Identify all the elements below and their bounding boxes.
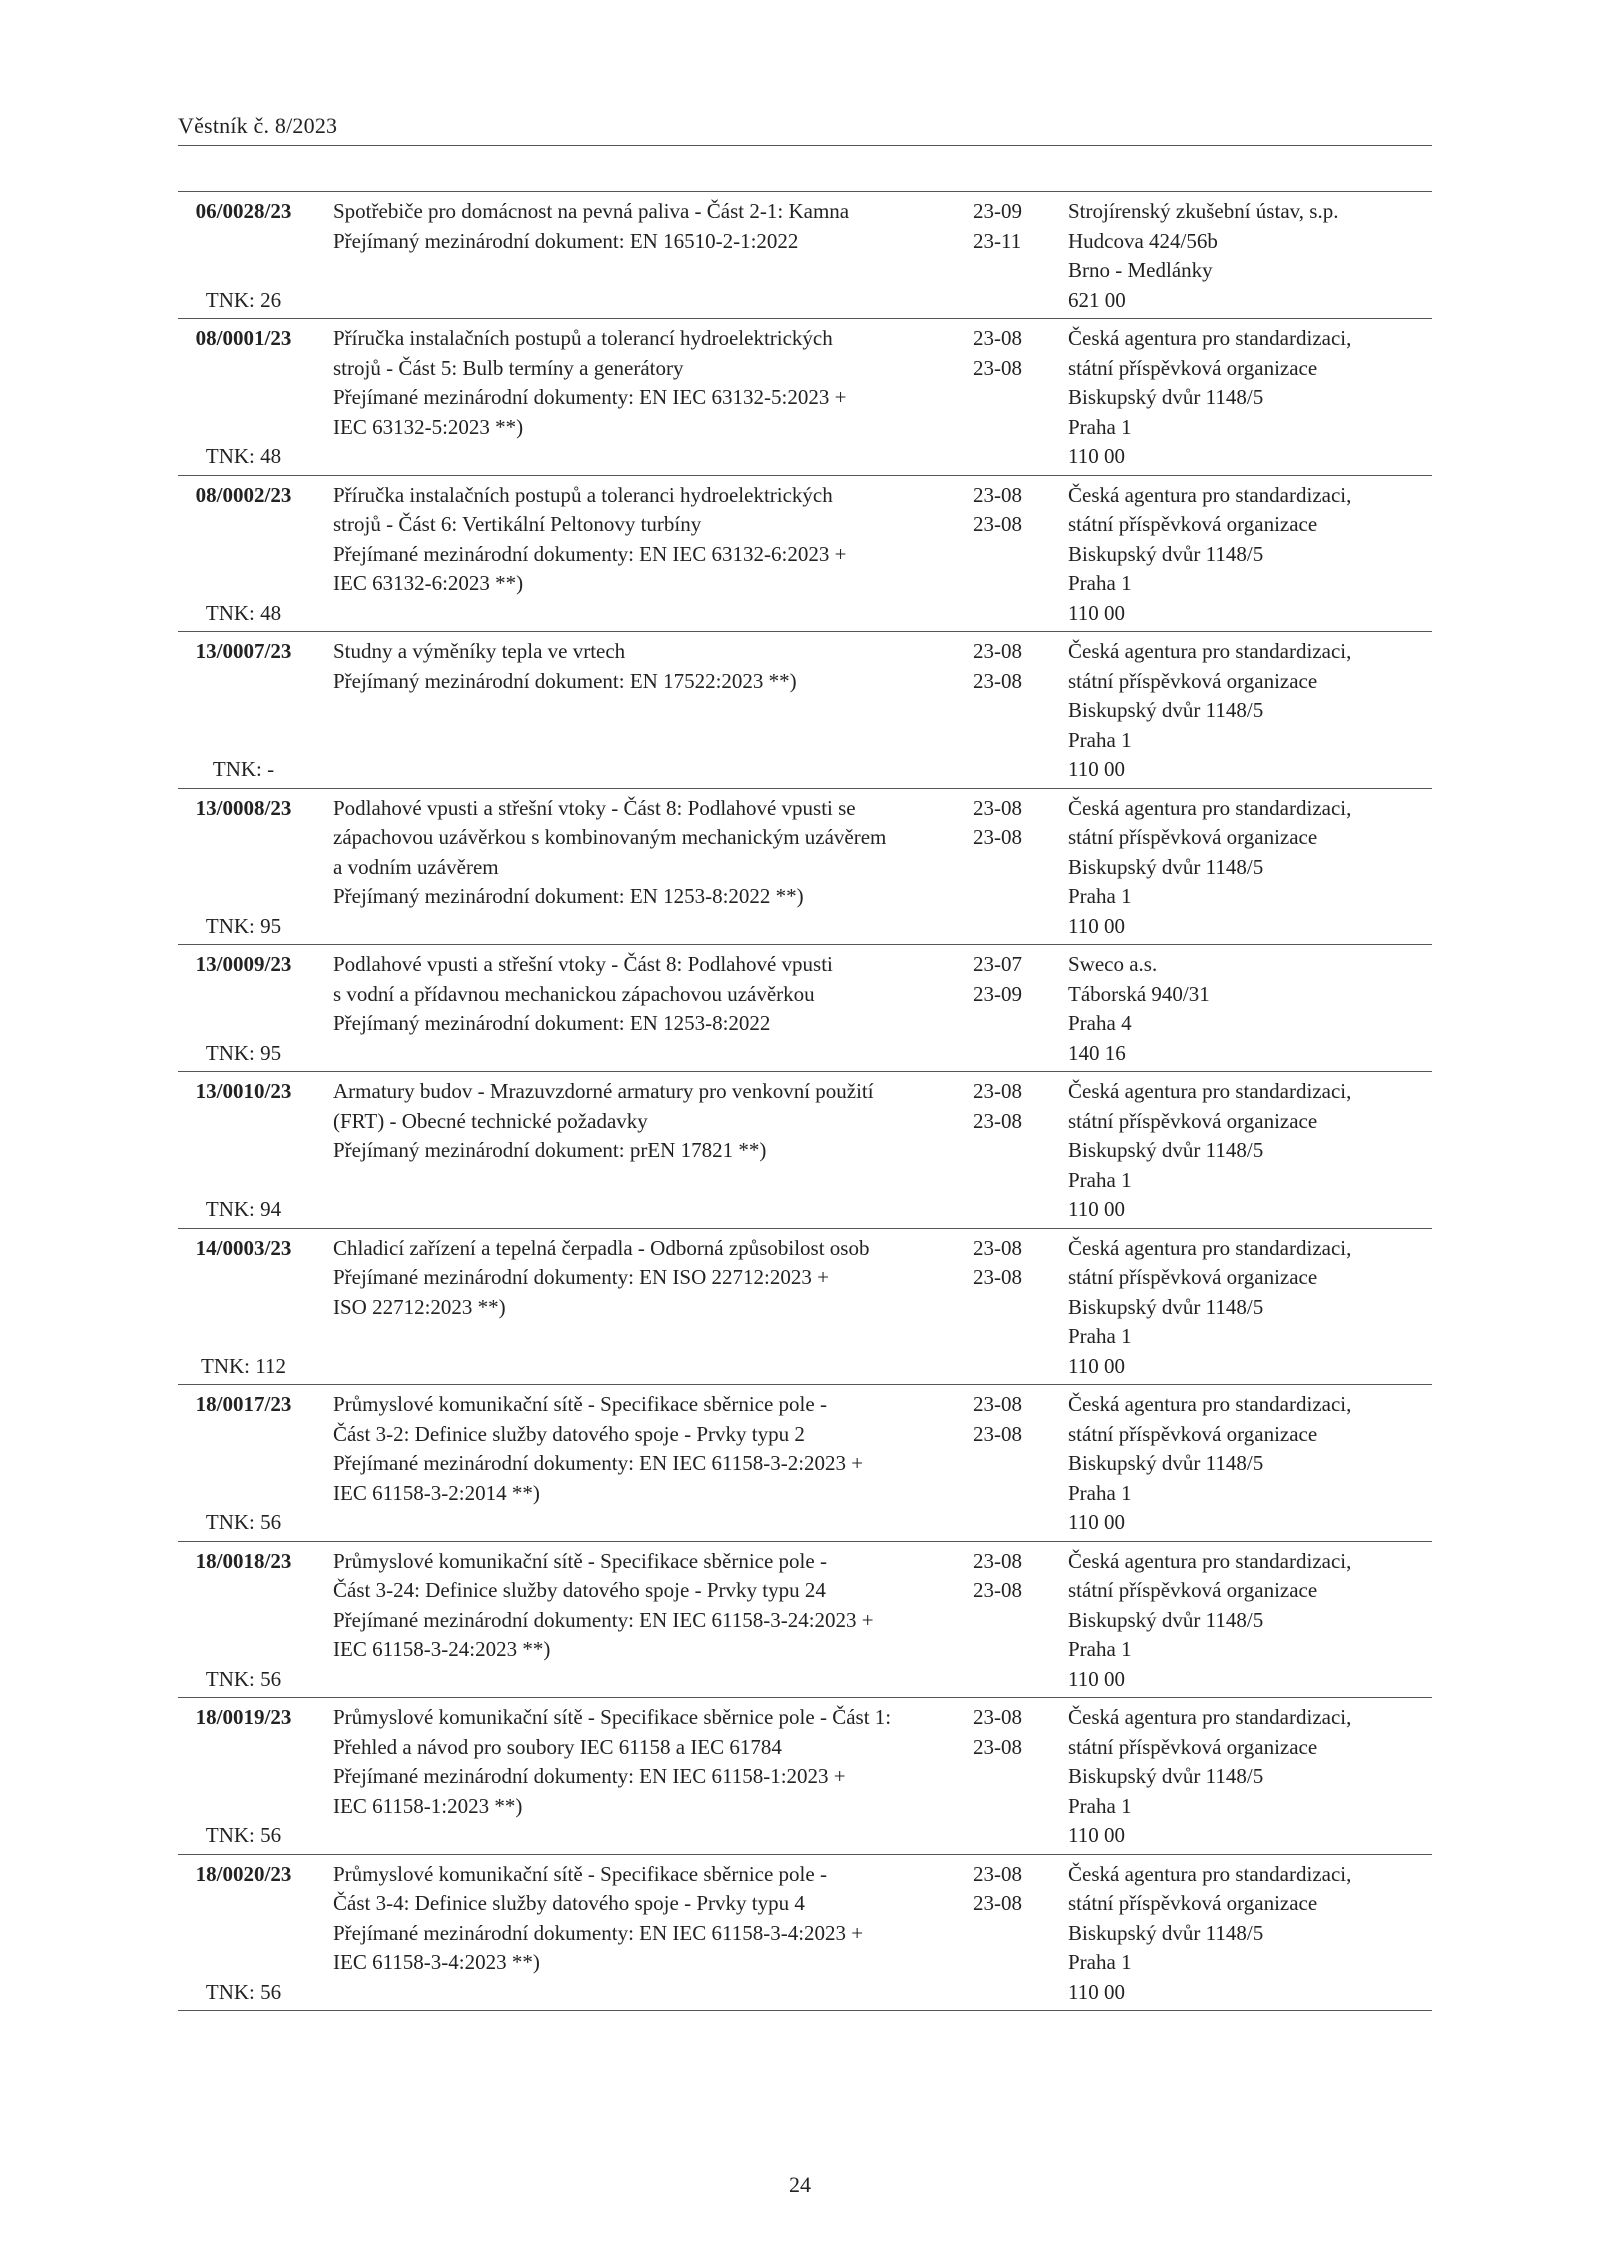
entry-date: 23-08	[973, 482, 1022, 507]
entry-organization-line: státní příspěvková organizace	[1068, 1108, 1318, 1133]
entry-tnk: TNK: -	[212, 757, 275, 781]
entry-title-line: Spotřebiče pro domácnost na pevná paliva - Část 2-1: Kamna	[333, 199, 850, 223]
entry-organization-line: Česká agentura pro standardizaci,	[1068, 1861, 1352, 1886]
entry-tnk: TNK: 56	[205, 1666, 282, 1691]
page-number: 24	[789, 2172, 811, 2197]
entry-dates-cell	[961, 1077, 1039, 1225]
entry-title-line: Průmyslové komunikační sítě - Specifikace sběrnice pole -	[333, 1548, 827, 1573]
entry-title-line: Přejímané mezinárodní dokumenty: EN IEC 61158-1:2023 +	[333, 1764, 846, 1788]
entry-date: 23-08	[973, 1235, 1022, 1260]
entry-organization-line: 110 00	[1068, 757, 1125, 781]
bulletin-header: Věstník č. 8/2023	[178, 113, 338, 138]
entry-id-cell	[178, 481, 309, 629]
entry-organization-cell	[1039, 1860, 1432, 2008]
entry-title-line: Přejímaný mezinárodní dokument: EN 16510-2-1:2022	[333, 228, 799, 253]
entry-organization-line: Biskupský dvůr 1148/5	[1068, 541, 1264, 566]
entry-code: 06/0028/23	[195, 199, 292, 223]
entry-title-line: a vodním uzávěrem	[333, 854, 499, 879]
entry-organization-line: Brno - Medlánky	[1068, 258, 1213, 282]
entry-title-cell	[309, 794, 961, 942]
entry-organization-line: Biskupský dvůr 1148/5	[1068, 1764, 1264, 1788]
entry-title-line: Přejímané mezinárodní dokumenty: EN IEC 61158-3-24:2023 +	[333, 1607, 874, 1632]
entry-organization-line: Česká agentura pro standardizaci,	[1068, 795, 1352, 820]
entry-organization-line: Česká agentura pro standardizaci,	[1068, 482, 1352, 507]
entry-code: 18/0019/23	[195, 1705, 292, 1729]
entry-title-line: IEC 61158-1:2023 **)	[333, 1793, 523, 1818]
entry-organization-line: Praha 1	[1068, 414, 1132, 439]
entry-organization-line: Biskupský dvůr 1148/5	[1068, 385, 1264, 409]
entry-code: 13/0009/23	[195, 952, 292, 976]
entry-organization-line: Česká agentura pro standardizaci,	[1068, 639, 1352, 663]
entry-title-line: s vodní a přídavnou mechanickou zápachovou uzávěrkou	[333, 981, 815, 1006]
entry-code: 13/0010/23	[195, 1079, 292, 1103]
entry-id-cell	[178, 1077, 309, 1225]
entry-tnk: TNK: 48	[205, 444, 282, 468]
entry-title-line: ISO 22712:2023 **)	[333, 1294, 506, 1319]
entry-date: 23-09	[973, 981, 1022, 1006]
entry-title-line: Příručka instalačních postupů a tolerancí hydroelektrických	[333, 326, 833, 350]
entry-organization-line: státní příspěvková organizace	[1068, 512, 1318, 536]
entry-organization-line: Biskupský dvůr 1148/5	[1068, 698, 1264, 722]
entry-organization-line: Biskupský dvůr 1148/5	[1068, 854, 1264, 879]
entry-date: 23-08	[973, 639, 1022, 663]
entry-code: 18/0018/23	[195, 1548, 292, 1573]
entry-dates-cell	[961, 950, 1039, 1068]
entry-title-line: Přehled a návod pro soubory IEC 61158 a IEC 61784	[333, 1734, 782, 1759]
entry-date: 23-08	[973, 1079, 1022, 1103]
entry-date: 23-09	[973, 199, 1022, 223]
entry-organization-line: Biskupský dvůr 1148/5	[1068, 1294, 1264, 1319]
entry-tnk: TNK: 26	[205, 287, 282, 312]
standard-entry-row	[178, 1385, 1432, 1542]
entry-code: 08/0002/23	[195, 482, 292, 507]
entry-dates-cell	[961, 1703, 1039, 1851]
entry-organization-line: Biskupský dvůr 1148/5	[1068, 1451, 1264, 1475]
entry-date: 23-08	[973, 1392, 1022, 1416]
entry-title-cell	[309, 1547, 961, 1695]
entry-code: 13/0008/23	[195, 795, 292, 820]
entry-organization-line: 140 16	[1068, 1040, 1126, 1065]
entry-organization-cell	[1039, 1077, 1432, 1225]
entry-date: 23-08	[973, 1861, 1022, 1886]
entry-id-cell	[178, 197, 309, 315]
entry-tnk: TNK: 48	[205, 600, 282, 625]
entry-tnk: TNK: 112	[201, 1353, 286, 1378]
standard-entry-row	[178, 632, 1432, 789]
header-divider	[178, 145, 1432, 146]
entry-title-cell	[309, 1077, 961, 1225]
entry-code: 14/0003/23	[195, 1235, 292, 1260]
entry-date: 23-08	[973, 355, 1022, 380]
entry-organization-line: Praha 1	[1068, 1324, 1132, 1348]
entry-title-line: Podlahové vpusti a střešní vtoky - Část 8: Podlahové vpusti se	[333, 795, 856, 820]
entry-title-cell	[309, 1234, 961, 1382]
entry-dates-cell	[961, 794, 1039, 942]
entry-title-line: Přejímané mezinárodní dokumenty: EN IEC 61158-3-4:2023 +	[333, 1920, 864, 1945]
entry-title-line: IEC 63132-5:2023 **)	[333, 414, 524, 439]
entry-organization-line: Praha 1	[1068, 727, 1132, 752]
entry-title-line: Část 3-4: Definice služby datového spoje - Prvky typu 4	[333, 1891, 805, 1915]
entry-organization-line: státní příspěvková organizace	[1068, 1578, 1318, 1602]
entry-organization-line: 110 00	[1068, 600, 1125, 625]
entry-organization-line: státní příspěvková organizace	[1068, 1891, 1318, 1915]
standard-entry-row	[178, 476, 1432, 633]
entry-id-cell	[178, 637, 309, 785]
standard-entry-row	[178, 192, 1432, 319]
entry-organization-line: Česká agentura pro standardizaci,	[1068, 1705, 1352, 1729]
entry-date: 23-08	[973, 1734, 1022, 1759]
entry-tnk: TNK: 56	[205, 1510, 282, 1534]
entry-organization-line: státní příspěvková organizace	[1068, 355, 1318, 380]
entry-id-cell	[178, 1390, 309, 1538]
entry-organization-cell	[1039, 1703, 1432, 1851]
entry-organization-line: Praha 1	[1068, 1167, 1132, 1192]
standard-entry-row	[178, 1542, 1432, 1699]
standard-entry-row	[178, 1229, 1432, 1386]
entry-organization-line: Praha 1	[1068, 1950, 1132, 1974]
entry-title-line: IEC 61158-3-2:2014 **)	[333, 1480, 540, 1505]
entry-organization-line: státní příspěvková organizace	[1068, 1734, 1318, 1759]
entry-title-cell	[309, 1860, 961, 2008]
entry-organization-cell	[1039, 1547, 1432, 1695]
entry-title-cell	[309, 481, 961, 629]
entry-code: 08/0001/23	[195, 326, 292, 350]
entry-title-line: strojů - Část 5: Bulb termíny a generátory	[333, 355, 684, 380]
entry-title-line: Přejímaný mezinárodní dokument: EN 1253-8:2022	[333, 1011, 771, 1035]
entry-organization-cell	[1039, 950, 1432, 1068]
entry-title-line: zápachovou uzávěrkou s kombinovaným mechanickým uzávěrem	[333, 825, 887, 849]
entry-title-cell	[309, 950, 961, 1068]
entry-date: 23-08	[973, 825, 1022, 849]
entry-organization-line: 110 00	[1068, 1197, 1125, 1221]
entry-organization-line: 110 00	[1068, 444, 1125, 468]
entry-title-line: IEC 63132-6:2023 **)	[333, 571, 524, 595]
entry-organization-line: Biskupský dvůr 1148/5	[1068, 1138, 1264, 1162]
standard-entry-row	[178, 319, 1432, 476]
entry-organization-line: 110 00	[1068, 1510, 1125, 1534]
entry-organization-cell	[1039, 197, 1432, 315]
entry-id-cell	[178, 950, 309, 1068]
entry-dates-cell	[961, 197, 1039, 315]
entry-organization-line: Biskupský dvůr 1148/5	[1068, 1607, 1264, 1632]
entry-title-line: IEC 61158-3-4:2023 **)	[333, 1950, 540, 1974]
entry-organization-line: 110 00	[1068, 1979, 1125, 2004]
entry-organization-line: Praha 4	[1068, 1011, 1132, 1035]
entry-title-line: Průmyslové komunikační sítě - Specifikace sběrnice pole - Část 1:	[333, 1705, 892, 1729]
entry-title-line: IEC 61158-3-24:2023 **)	[333, 1637, 551, 1661]
entry-id-cell	[178, 1703, 309, 1851]
standard-entry-row	[178, 1072, 1432, 1229]
entry-organization-line: 110 00	[1068, 913, 1125, 938]
entry-date: 23-08	[973, 326, 1022, 350]
entry-organization-cell	[1039, 481, 1432, 629]
standard-entry-row	[178, 1698, 1432, 1855]
entry-organization-line: Praha 1	[1068, 1480, 1132, 1505]
entry-title-line: strojů - Část 6: Vertikální Peltonovy turbíny	[333, 512, 702, 536]
entry-id-cell	[178, 324, 309, 472]
entry-date: 23-08	[973, 1421, 1022, 1446]
entry-title-line: Přejímané mezinárodní dokumenty: EN IEC 61158-3-2:2023 +	[333, 1451, 864, 1475]
entry-date: 23-08	[973, 1108, 1022, 1133]
entry-tnk: TNK: 56	[205, 1823, 282, 1847]
entry-tnk: TNK: 56	[205, 1979, 282, 2004]
entry-title-line: Chladicí zařízení a tepelná čerpadla - Odborná způsobilost osob	[333, 1235, 870, 1260]
entry-organization-line: Praha 1	[1068, 1637, 1132, 1661]
entry-title-line: (FRT) - Obecné technické požadavky	[333, 1108, 648, 1133]
entry-organization-line: Praha 1	[1068, 884, 1132, 908]
entry-title-line: Průmyslové komunikační sítě - Specifikace sběrnice pole -	[333, 1392, 827, 1416]
entry-code: 18/0020/23	[195, 1861, 292, 1886]
entry-organization-line: Česká agentura pro standardizaci,	[1068, 1548, 1352, 1573]
entry-organization-line: Praha 1	[1068, 1793, 1132, 1818]
entry-organization-line: státní příspěvková organizace	[1068, 825, 1318, 849]
entry-organization-cell	[1039, 1390, 1432, 1538]
entry-title-cell	[309, 1703, 961, 1851]
entry-date: 23-08	[973, 668, 1022, 693]
entry-title-cell	[309, 1390, 961, 1538]
entry-organization-line: státní příspěvková organizace	[1068, 1265, 1318, 1289]
entry-organization-cell	[1039, 324, 1432, 472]
entry-title-line: Průmyslové komunikační sítě - Specifikace sběrnice pole -	[333, 1861, 827, 1886]
entry-organization-line: Táborská 940/31	[1068, 981, 1210, 1006]
entry-title-line: Přejímaný mezinárodní dokument: EN 17522:2023 **)	[333, 668, 797, 693]
entry-id-cell	[178, 1860, 309, 2008]
entry-dates-cell	[961, 324, 1039, 472]
entry-organization-line: Praha 1	[1068, 571, 1132, 595]
entry-title-line: Přejímaný mezinárodní dokument: prEN 17821 **)	[333, 1138, 767, 1162]
entry-id-cell	[178, 1234, 309, 1382]
entry-title-line: Část 3-24: Definice služby datového spoje - Prvky typu 24	[333, 1578, 826, 1602]
entry-dates-cell	[961, 637, 1039, 785]
entry-code: 18/0017/23	[195, 1392, 292, 1416]
entry-tnk: TNK: 95	[205, 1040, 282, 1065]
entry-dates-cell	[961, 481, 1039, 629]
entry-organization-line: 621 00	[1068, 287, 1126, 312]
entry-title-line: Podlahové vpusti a střešní vtoky - Část 8: Podlahové vpusti	[333, 952, 833, 976]
entry-organization-line: Hudcova 424/56b	[1068, 228, 1218, 253]
entry-tnk: TNK: 94	[205, 1197, 282, 1221]
entry-organization-line: Česká agentura pro standardizaci,	[1068, 1235, 1352, 1260]
entry-organization-line: státní příspěvková organizace	[1068, 1421, 1318, 1446]
entry-organization-line: Sweco a.s.	[1068, 952, 1158, 976]
entry-title-line: Část 3-2: Definice služby datového spoje - Prvky typu 2	[333, 1421, 805, 1446]
standard-entry-row	[178, 789, 1432, 946]
entry-date: 23-11	[973, 228, 1022, 253]
standard-entry-row	[178, 1855, 1432, 2012]
entry-organization-line: 110 00	[1068, 1666, 1125, 1691]
entry-tnk: TNK: 95	[205, 913, 282, 938]
standards-list	[178, 191, 1432, 2011]
entry-title-line: Přejímané mezinárodní dokumenty: EN IEC 63132-5:2023 +	[333, 385, 847, 409]
entry-organization-line: Strojírenský zkušební ústav, s.p.	[1068, 199, 1339, 223]
entry-title-cell	[309, 324, 961, 472]
entry-id-cell	[178, 1547, 309, 1695]
entry-title-line: Příručka instalačních postupů a toleranci hydroelektrických	[333, 482, 833, 507]
entry-organization-cell	[1039, 794, 1432, 942]
entry-title-line: Armatury budov - Mrazuvzdorné armatury pro venkovní použití	[333, 1079, 874, 1103]
entry-organization-line: 110 00	[1068, 1823, 1125, 1847]
entry-date: 23-08	[973, 1705, 1022, 1729]
standard-entry-row	[178, 945, 1432, 1072]
entry-organization-line: Česká agentura pro standardizaci,	[1068, 1392, 1352, 1416]
entry-dates-cell	[961, 1234, 1039, 1382]
entry-title-line: Přejímané mezinárodní dokumenty: EN ISO 22712:2023 +	[333, 1265, 829, 1289]
entry-code: 13/0007/23	[195, 639, 292, 663]
entry-date: 23-07	[973, 952, 1022, 976]
entry-organization-line: Česká agentura pro standardizaci,	[1068, 1079, 1352, 1103]
entry-date: 23-08	[973, 1548, 1022, 1573]
entry-title-cell	[309, 637, 961, 785]
entry-organization-cell	[1039, 637, 1432, 785]
entry-organization-line: Česká agentura pro standardizaci,	[1068, 326, 1352, 350]
entry-organization-cell	[1039, 1234, 1432, 1382]
entry-title-cell	[309, 197, 961, 315]
entry-organization-line: 110 00	[1068, 1353, 1125, 1378]
entry-date: 23-08	[973, 512, 1022, 536]
entry-dates-cell	[961, 1547, 1039, 1695]
entry-date: 23-08	[973, 1891, 1022, 1915]
entry-id-cell	[178, 794, 309, 942]
entry-organization-line: státní příspěvková organizace	[1068, 668, 1318, 693]
entry-dates-cell	[961, 1390, 1039, 1538]
entry-dates-cell	[961, 1860, 1039, 2008]
entry-date: 23-08	[973, 1578, 1022, 1602]
entry-organization-line: Biskupský dvůr 1148/5	[1068, 1920, 1264, 1945]
entry-date: 23-08	[973, 1265, 1022, 1289]
entry-date: 23-08	[973, 795, 1022, 820]
entry-title-line: Studny a výměníky tepla ve vrtech	[333, 639, 626, 663]
entry-title-line: Přejímaný mezinárodní dokument: EN 1253-8:2022 **)	[333, 884, 804, 908]
entry-title-line: Přejímané mezinárodní dokumenty: EN IEC 63132-6:2023 +	[333, 541, 847, 566]
